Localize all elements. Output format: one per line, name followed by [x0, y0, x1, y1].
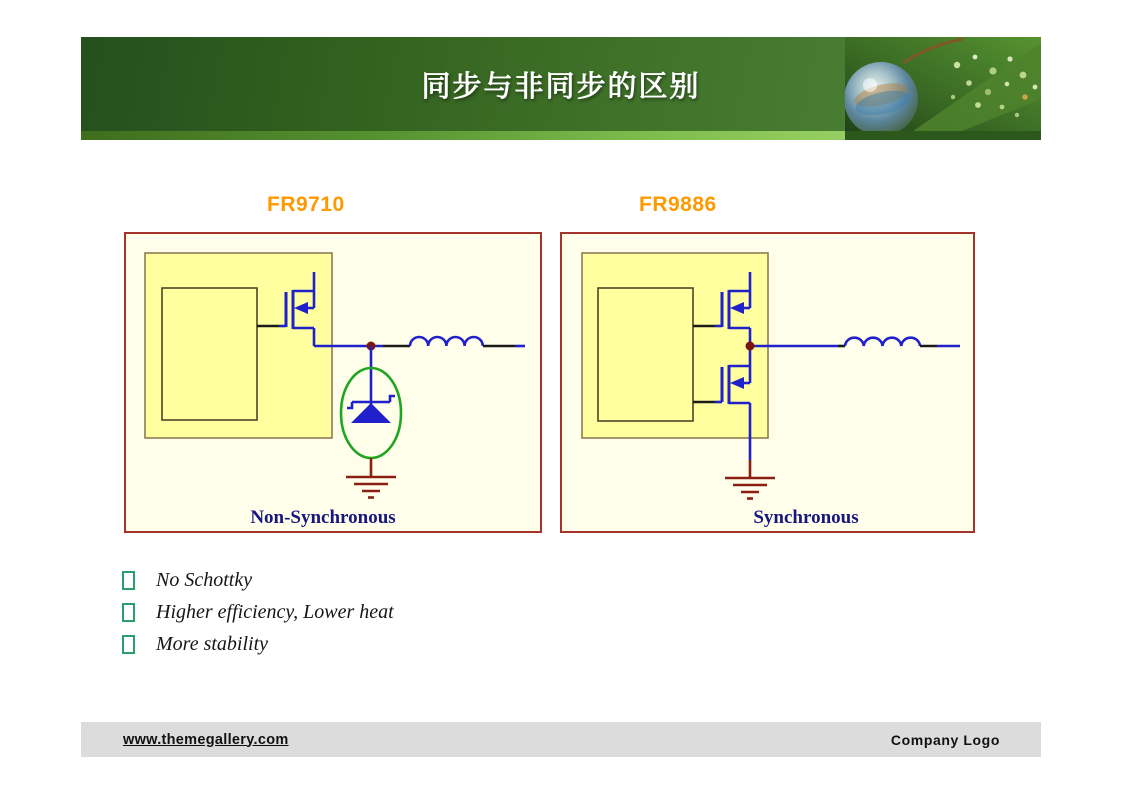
page-title: 同步与非同步的区别: [421, 70, 701, 103]
bullet-text: More stability: [156, 632, 269, 655]
bullet-item: [122, 601, 394, 623]
ic-block: [582, 253, 768, 438]
switch-node-wire: [750, 338, 960, 346]
chip-label-fr9886: FR9886: [639, 193, 717, 216]
panel-caption: Non-Synchronous: [250, 507, 396, 528]
bullet-list: [122, 569, 394, 665]
circuit-panel-non-synchronous: [124, 232, 542, 533]
website-link[interactable]: www.themegallery.com: [123, 731, 289, 748]
switch-node-dot: [746, 342, 755, 351]
ic-block: [145, 253, 332, 438]
chip-label-fr9710: FR9710: [267, 193, 345, 216]
photo-bottom-strip: [845, 131, 1041, 140]
switch-node-wire: [314, 337, 525, 346]
ground-symbol: [346, 477, 396, 498]
bullet-marker-icon: [122, 603, 135, 622]
bullet-marker-icon: [122, 635, 135, 654]
ground-symbol: [725, 478, 775, 499]
company-logo-text: Company Logo: [890, 731, 1000, 748]
bullet-text: No Schottky: [156, 568, 253, 591]
bullet-item: [122, 633, 394, 655]
water-droplet: [845, 62, 918, 136]
bullet-text: Higher efficiency, Lower heat: [156, 600, 394, 623]
accent-strip: [81, 131, 847, 140]
header-banner: [81, 37, 1041, 140]
footer-bar: [81, 722, 1041, 757]
bullet-item: [122, 569, 394, 591]
leaf-droplet-photo: [845, 37, 1041, 140]
circuit-panel-synchronous: [560, 232, 975, 533]
panel-caption: Synchronous: [753, 507, 859, 528]
schottky-diode: [341, 346, 401, 477]
bullet-marker-icon: [122, 571, 135, 590]
